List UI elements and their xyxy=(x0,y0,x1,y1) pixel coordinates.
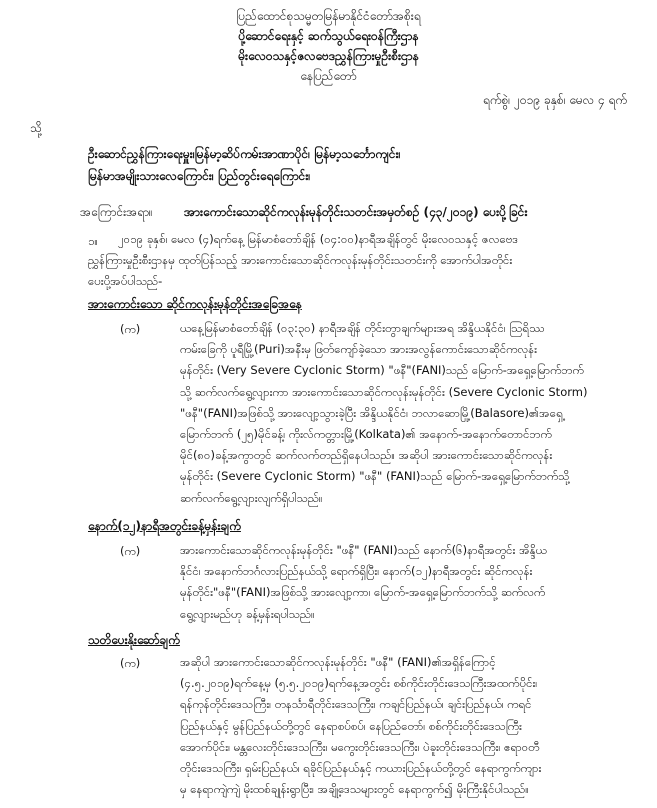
letterhead-ministry: ပို့ဆောင်ရေးနှင့် ဆက်သွယ်ရေးဝန်ကြီးဌာန xyxy=(238,29,419,43)
letterhead-government: ပြည်ထောင်စုသမ္မတမြန်မာနိုင်ငံတော်အစိုးရ xyxy=(236,9,421,23)
paragraph-line: မုန်တိုင်း (Very Severe Cyclonic Storm) "ဖနီ"(FANI)သည် မြောက်-အရှေ့မြောက်ဘက် xyxy=(180,363,584,378)
subject-text: အားကောင်းသောဆိုင်ကလုန်းမုန်တိုင်းသတင်းအမှတ်စဉ် (၄၃/၂၀၁၉) ပေးပို့ခြင်း xyxy=(184,205,528,219)
intro-paragraph xyxy=(118,229,518,250)
paragraph-line: ဆက်လက်ရွေ့လျားလျက်ရှိပါသည်။ xyxy=(180,490,323,505)
paragraph-line: သို့ ဆက်လက်ရွေ့လျားကာ အားကောင်းသောဆိုင်ကလုန်းမုန်တိုင်း (Severe Cyclonic Storm) xyxy=(180,384,588,399)
intro-number: ၁။ xyxy=(88,234,98,248)
intro-paragraph-cont xyxy=(88,250,512,292)
section-item-label: (က) xyxy=(120,544,141,558)
recipient-line-2: မြန်မာအမျိုးသားလေကြောင်း၊ ပြည်တွင်းရေကြောင်း၊ xyxy=(88,169,311,183)
paragraph-line: မိုင်(၈၀)ခန့်အကွာတွင် ဆက်လက်တည်ရှိနေပါသည်။ အဆိုပါ အားကောင်းသောဆိုင်ကလုန်း xyxy=(180,448,553,463)
subject-label: အကြောင်းအရာ။ xyxy=(80,205,153,219)
paragraph-line: ရန်ကုန်တိုင်းဒေသကြီး၊ တနင်္သာရီတိုင်းဒေသကြီး၊ ကချင်ပြည်နယ်၊ ချင်းပြည်နယ်၊ ကရင် xyxy=(180,697,532,712)
to-label: သို့ xyxy=(30,121,42,135)
paragraph-line: ရွေ့လျားမည်ဟု ခန့်မှန်းရပါသည်။ xyxy=(180,606,315,621)
paragraph-line: ယနေ့မြန်မာစံတော်ချိန် (၀၃:၃၀) နာရီအချိန် တိုင်းတွာချက်များအရ အိန္ဒိယနိုင်ငံ၊ ဩရိဿ xyxy=(180,321,545,335)
section-paragraph-storm-status xyxy=(180,318,587,509)
paragraph-line: တိုင်းဒေသကြီး၊ ရှမ်းပြည်နယ်၊ ရခိုင်ပြည်နယ်နှင့် ကယားပြည်နယ်တို့တွင် နေရာကွက်ကျား xyxy=(180,760,542,775)
paragraph-line: နိုင်ငံ၊ အနောက်ဘင်္ဂလားပြည်နယ်သို့ ရောက်ရှိပြီး၊ နောက်(၁၂)နာရီအတွင်း ဆိုင်ကလုန်း xyxy=(180,564,533,579)
paragraph-line: "ဖနီ"(FANI)အဖြစ်သို့ အားလျော့သွားခဲ့ပြီး အိန္ဒိယနိုင်ငံ၊ ဘလာဆောမြို့(Balasore)၏အရှေ့ xyxy=(180,405,563,420)
intro-line: ၂၀၁၉ ခုနှစ်၊ မေလ (၄)ရက်နေ့ မြန်မာစံတော်ချိန် (၀၄:၀၀)နာရီအချိန်တွင် မိုးလေဝသနှင့် ဇလဗေဒ xyxy=(118,232,519,246)
letterhead xyxy=(0,6,657,86)
paragraph-line: အားကောင်းသောဆိုင်ကလုန်းမုန်တိုင်း "ဖနီ" (FANI)သည် နောက်(၆)နာရီအတွင်း အိန္ဒိယ xyxy=(180,543,547,557)
intro-line: ပေးပို့အပ်ပါသည်- xyxy=(88,274,163,289)
section-heading-storm-status: အားကောင်းသော ဆိုင်ကလုန်းမုန်တိုင်းအခြေအနေ xyxy=(88,297,302,311)
letterhead-department: မိုးလေဝသနှင့်ဇလဗေဒညွှန်ကြားမှုဦးစီးဌာန xyxy=(238,49,419,63)
recipient-line-1: ဦးဆောင်ညွှန်ကြားရေးမှူး၊မြန်မာ့ဆိပ်ကမ်းအာဏာပိုင်၊ မြန်မာ့သင်္ဘောကျင်း၊ xyxy=(88,147,401,161)
section-paragraph-warning xyxy=(180,652,541,800)
paragraph-line: ကမ်းခြေကို ပူရီမြို့(Puri)အနီးမှ ဖြတ်ကျော်ခဲ့သော အားအလွန်ကောင်းသောဆိုင်ကလုန်း xyxy=(180,342,538,357)
section-heading-warning: သတိပေးနိုးဆော်ချက် xyxy=(88,633,180,647)
paragraph-line: မုန်တိုင်း"ဖနီ"(FANI)အဖြစ်သို့ အားလျော့ကာ၊ မြောက်-အရှေ့မြောက်ဘက်သို့ ဆက်လက် xyxy=(180,585,546,600)
paragraph-line: (၄.၅.၂၀၁၉)ရက်နေ့မှ (၅.၅.၂၀၁၉)ရက်နေ့အတွင်း စစ်ကိုင်းတိုင်းဒေသကြီးအထက်ပိုင်း၊ xyxy=(180,676,538,691)
section-item-label: (က) xyxy=(120,322,141,336)
paragraph-line: အဆိုပါ အားကောင်းသောဆိုင်ကလုန်းမုန်တိုင်း "ဖနီ" (FANI)၏အရှိန်ကြောင့် xyxy=(180,655,496,669)
paragraph-line: မှ နေရာကျဲကျဲ မိုးထစ်ချုန်းရွာပြီး၊ အချို့ဒေသများတွင် နေရာကွက်၍ မိုးကြီးနိုင်ပါသည်။ xyxy=(180,782,529,797)
letter-date: ရက်စွဲ၊ ၂၀၁၉ ခုနှစ်၊ မေလ ၄ ရက် xyxy=(482,93,627,107)
paragraph-line: မြောက်ဘက် (၂၅)မိုင်ခန့်၊ ကိုးလ်ကတ္တားမြို့(Kolkata)၏ အနောက်-အနောက်တောင်ဘက် xyxy=(180,426,552,441)
intro-line: ညွှန်ကြားမှုဦးစီးဌာနမှ ထုတ်ပြန်သည့် အားကောင်းသောဆိုင်ကလုန်းမုန်တိုင်းသတင်းကို အောက်ပါအတိုင်း xyxy=(88,253,513,267)
paragraph-line: ပြည်နယ်နှင့် မွန်ပြည်နယ်တို့တွင် နေရာစပ်စပ်၊ နေပြည်တော်၊ စစ်ကိုင်းတိုင်းဒေသကြီး xyxy=(180,718,522,733)
paragraph-line: မုန်တိုင်း (Severe Cyclonic Storm) "ဖနီ" (FANI)သည် မြောက်-အရှေ့မြောက်ဘက်သို့ xyxy=(180,469,570,484)
section-heading-forecast: နောက်(၁၂)နာရီအတွင်းခန့်မှန်းချက် xyxy=(88,519,241,533)
letterhead-city: နေပြည်တော် xyxy=(300,69,357,83)
paragraph-line: အောက်ပိုင်း၊ မန္တလေးတိုင်းဒေသကြီး၊ မကွေးတိုင်းဒေသကြီး၊ ပဲခူးတိုင်းဒေသကြီး၊ ဧရာဝတီ xyxy=(180,739,540,754)
section-paragraph-forecast xyxy=(180,540,547,625)
section-item-label: (က) xyxy=(120,656,141,670)
